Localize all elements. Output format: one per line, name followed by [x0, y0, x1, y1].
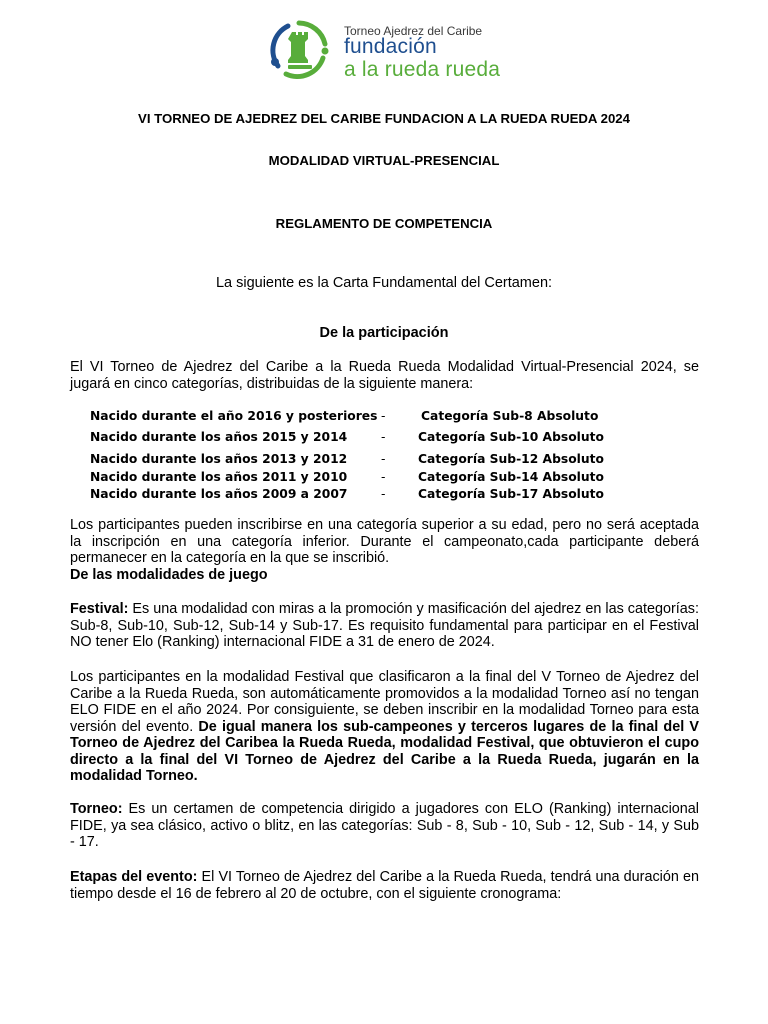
- category-row: [90, 452, 650, 472]
- foundation-logo: [266, 18, 516, 82]
- category-name: Categoría Sub-8 Absoluto: [421, 409, 599, 423]
- category-separator: -: [381, 452, 386, 466]
- category-separator: -: [381, 430, 386, 444]
- category-birth: Nacido durante los años 2009 a 2007: [90, 487, 348, 501]
- modalities-heading: De las modalidades de juego: [70, 567, 268, 583]
- festival-paragraph: [70, 601, 699, 651]
- festival-promotion-text: Los participantes en la modalidad Festival que clasificaron a la final del V Torneo de Ajedrez del Caribe a la Rueda Rueda, son automáticamente promovidos a la modalidad Torneo así no tengan ELO FIDE en el año 2024. Por consiguiente, se deben inscribir en la modalidad Torneo para esta versión del evento.: [70, 669, 699, 735]
- torneo-label: Torneo:: [70, 801, 123, 817]
- participation-rules-paragraph: Los participantes pueden inscribirse en una categoría superior a su edad, pero no será aceptada la inscripción en una categoría inferior. Durante el campeonato,cada participante deberá permanecer en la categoría en la que se inscribió.: [70, 517, 699, 566]
- category-separator: -: [381, 409, 386, 423]
- category-name: Categoría Sub-10 Absoluto: [418, 430, 604, 444]
- regulation-title: REGLAMENTO DE COMPETENCIA: [275, 216, 493, 231]
- category-separator: -: [381, 487, 386, 501]
- festival-promotion-paragraph: [70, 669, 699, 785]
- festival-promotion-bold: De igual manera los sub-campeones y terceros lugares de la final del V Torneo de Ajedrez del Caribea la Rueda Rueda, modalidad Festival, que obtuvieron el cupo directo a la final del VI Torneo de Ajedrez del Caribe a la Rueda Rueda, jugarán en la modalidad Torneo.: [70, 718, 700, 784]
- torneo-text: Es un certamen de competencia dirigido a jugadores con ELO (Ranking) internacional FIDE, ya sea clásico, activo o blitz, en las categorías: Sub - 8, Sub - 10, Sub - 12, Sub - 14, y Sub - 17.: [70, 801, 699, 850]
- category-row: [90, 409, 650, 429]
- etapas-label: Etapas del evento:: [70, 869, 198, 885]
- torneo-paragraph: [70, 801, 699, 851]
- category-separator: -: [381, 470, 386, 484]
- festival-text: Es una modalidad con miras a la promoción y masificación del ajedrez en las categorías: Sub-8, Sub-10, Sub-12, Sub-14 y Sub-17. Es requisito fundamental para participar en el Festival NO tener Elo (Ranking) internacional FIDE a 31 de enero de 2024.: [70, 601, 699, 650]
- etapas-paragraph: [70, 869, 699, 902]
- participation-paragraph: El VI Torneo de Ajedrez del Caribe a la Rueda Rueda Modalidad Virtual-Presencial 2024, se jugará en cinco categorías, distribuidas de la siguiente manera:: [70, 359, 699, 392]
- document-title: VI TORNEO DE AJEDREZ DEL CARIBE FUNDACION A LA RUEDA RUEDA 2024: [138, 111, 630, 126]
- category-name: Categoría Sub-17 Absoluto: [418, 487, 604, 501]
- intro-line: La siguiente es la Carta Fundamental del Certamen:: [215, 275, 553, 291]
- etapas-text: El VI Torneo de Ajedrez del Caribe a la Rueda Rueda, tendrá una duración en tiempo desde el 16 de febrero al 20 de octubre, con el siguiente cronograma:: [70, 869, 699, 902]
- participation-heading: De la participación: [319, 325, 449, 341]
- category-birth: Nacido durante los años 2011 y 2010: [90, 470, 348, 484]
- category-name: Categoría Sub-14 Absoluto: [418, 470, 604, 484]
- category-birth: Nacido durante el año 2016 y posteriores: [90, 409, 378, 423]
- category-birth: Nacido durante los años 2015 y 2014: [90, 430, 348, 444]
- chess-rook-in-ring-icon: [266, 18, 332, 82]
- category-row: [90, 430, 650, 450]
- logo-brand-line1: fundación: [344, 35, 437, 58]
- category-birth: Nacido durante los años 2013 y 2012: [90, 452, 348, 466]
- logo-tagline: Torneo Ajedrez del Caribe: [344, 24, 483, 38]
- modality-title: MODALIDAD VIRTUAL-PRESENCIAL: [268, 153, 500, 168]
- category-row: [90, 487, 650, 507]
- category-name: Categoría Sub-12 Absoluto: [418, 452, 604, 466]
- logo-brand-line2: a la rueda rueda: [344, 58, 501, 81]
- festival-label: Festival:: [70, 601, 129, 617]
